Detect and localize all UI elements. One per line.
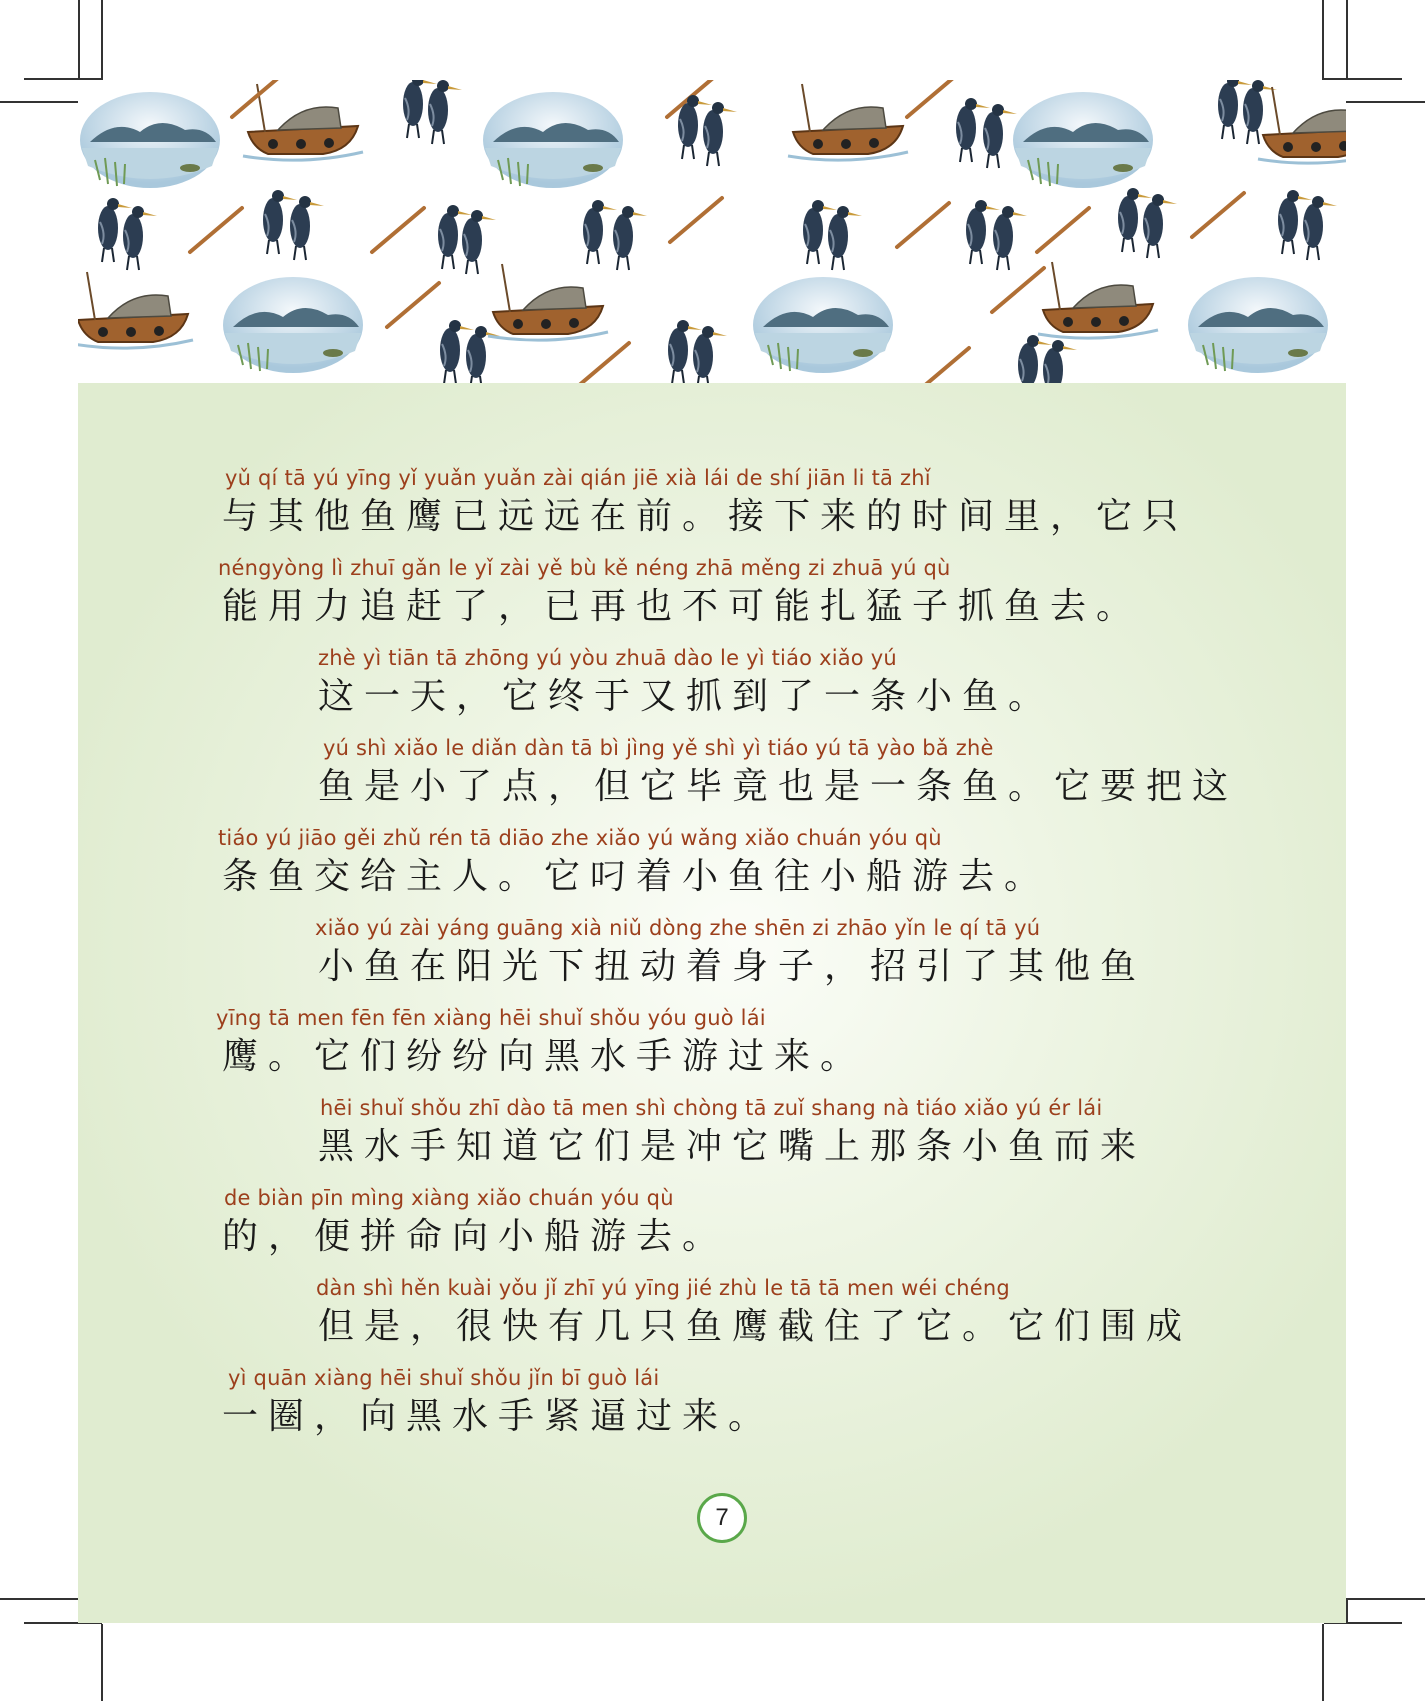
hanzi-line: 黑水手知道它们是冲它嘴上那条小鱼而来 — [318, 1126, 1147, 1167]
hanzi-line: 小鱼在阳光下扭动着身子，招引了其他鱼 — [318, 946, 1147, 987]
crop-mark-top-right-v2 — [1346, 0, 1348, 80]
crop-mark-top-left-h — [0, 101, 80, 103]
crop-mark-bottom-right-h — [1346, 1598, 1425, 1600]
hanzi-line: 这一天，它终于又抓到了一条小鱼。 — [318, 676, 1055, 717]
pinyin-line: yīng tā men fēn fēn xiàng hēi shuǐ shǒu yóu guò lái — [216, 1006, 766, 1030]
hanzi-line: 能用力追赶了，已再也不可能扎猛子抓鱼去。 — [222, 586, 1143, 627]
illustration-banner — [78, 80, 1346, 384]
pinyin-line: yú shì xiǎo le diǎn dàn tā bì jìng yě shì yì tiáo yú tā yào bǎ zhè — [323, 736, 994, 760]
hanzi-line: 条鱼交给主人。它叼着小鱼往小船游去。 — [222, 856, 1051, 897]
hanzi-line: 一圈，向黑水手紧逼过来。 — [222, 1396, 775, 1437]
crop-mark-top-left-v — [101, 0, 103, 82]
crop-mark-top-right-h — [1346, 101, 1425, 103]
crop-mark-top-left-v2 — [78, 0, 80, 80]
crop-mark-bottom-left-h — [0, 1598, 80, 1600]
hanzi-line: 的，便拼命向小船游去。 — [222, 1216, 729, 1257]
crop-mark-top-right-v — [1322, 0, 1324, 82]
pinyin-line: yì quān xiàng hēi shuǐ shǒu jǐn bī guò lái — [228, 1366, 660, 1390]
pinyin-line: dàn shì hěn kuài yǒu jǐ zhī yú yīng jié zhù le tā tā men wéi chéng — [316, 1276, 1010, 1300]
pinyin-line: tiáo yú jiāo gěi zhǔ rén tā diāo zhe xiǎo yú wǎng xiǎo chuán yóu qù — [218, 826, 942, 850]
pinyin-line: yǔ qí tā yú yīng yǐ yuǎn yuǎn zài qián jiē xià lái de shí jiān li tā zhǐ — [225, 466, 931, 490]
pinyin-line: xiǎo yú zài yáng guāng xià niǔ dòng zhe shēn zi zhāo yǐn le qí tā yú — [315, 916, 1041, 940]
pinyin-line: hēi shuǐ shǒu zhī dào tā men shì chòng tā zuǐ shang nà tiáo xiǎo yú ér lái — [320, 1096, 1103, 1120]
page-number: 7 — [697, 1493, 747, 1543]
hanzi-line: 但是，很快有几只鱼鹰截住了它。它们围成 — [318, 1306, 1193, 1347]
crop-mark-bottom-right-v2 — [1346, 1600, 1348, 1622]
hanzi-line: 鹰。它们纷纷向黑水手游过来。 — [222, 1036, 867, 1077]
pinyin-line: néngyòng lì zhuī gǎn le yǐ zài yě bù kě néng zhā měng zi zhuā yú qù — [218, 556, 951, 580]
hanzi-line: 与其他鱼鹰已远远在前。接下来的时间里，它只 — [222, 496, 1189, 537]
crop-mark-bottom-right-v — [1322, 1624, 1324, 1701]
pinyin-line: zhè yì tiān tā zhōng yú yòu zhuā dào le yì tiáo xiǎo yú — [318, 646, 897, 670]
crop-mark-bottom-left-v — [101, 1624, 103, 1701]
pinyin-line: de biàn pīn mìng xiàng xiǎo chuán yóu qù — [224, 1186, 674, 1210]
hanzi-line: 鱼是小了点，但它毕竟也是一条鱼。它要把这 — [318, 766, 1239, 807]
